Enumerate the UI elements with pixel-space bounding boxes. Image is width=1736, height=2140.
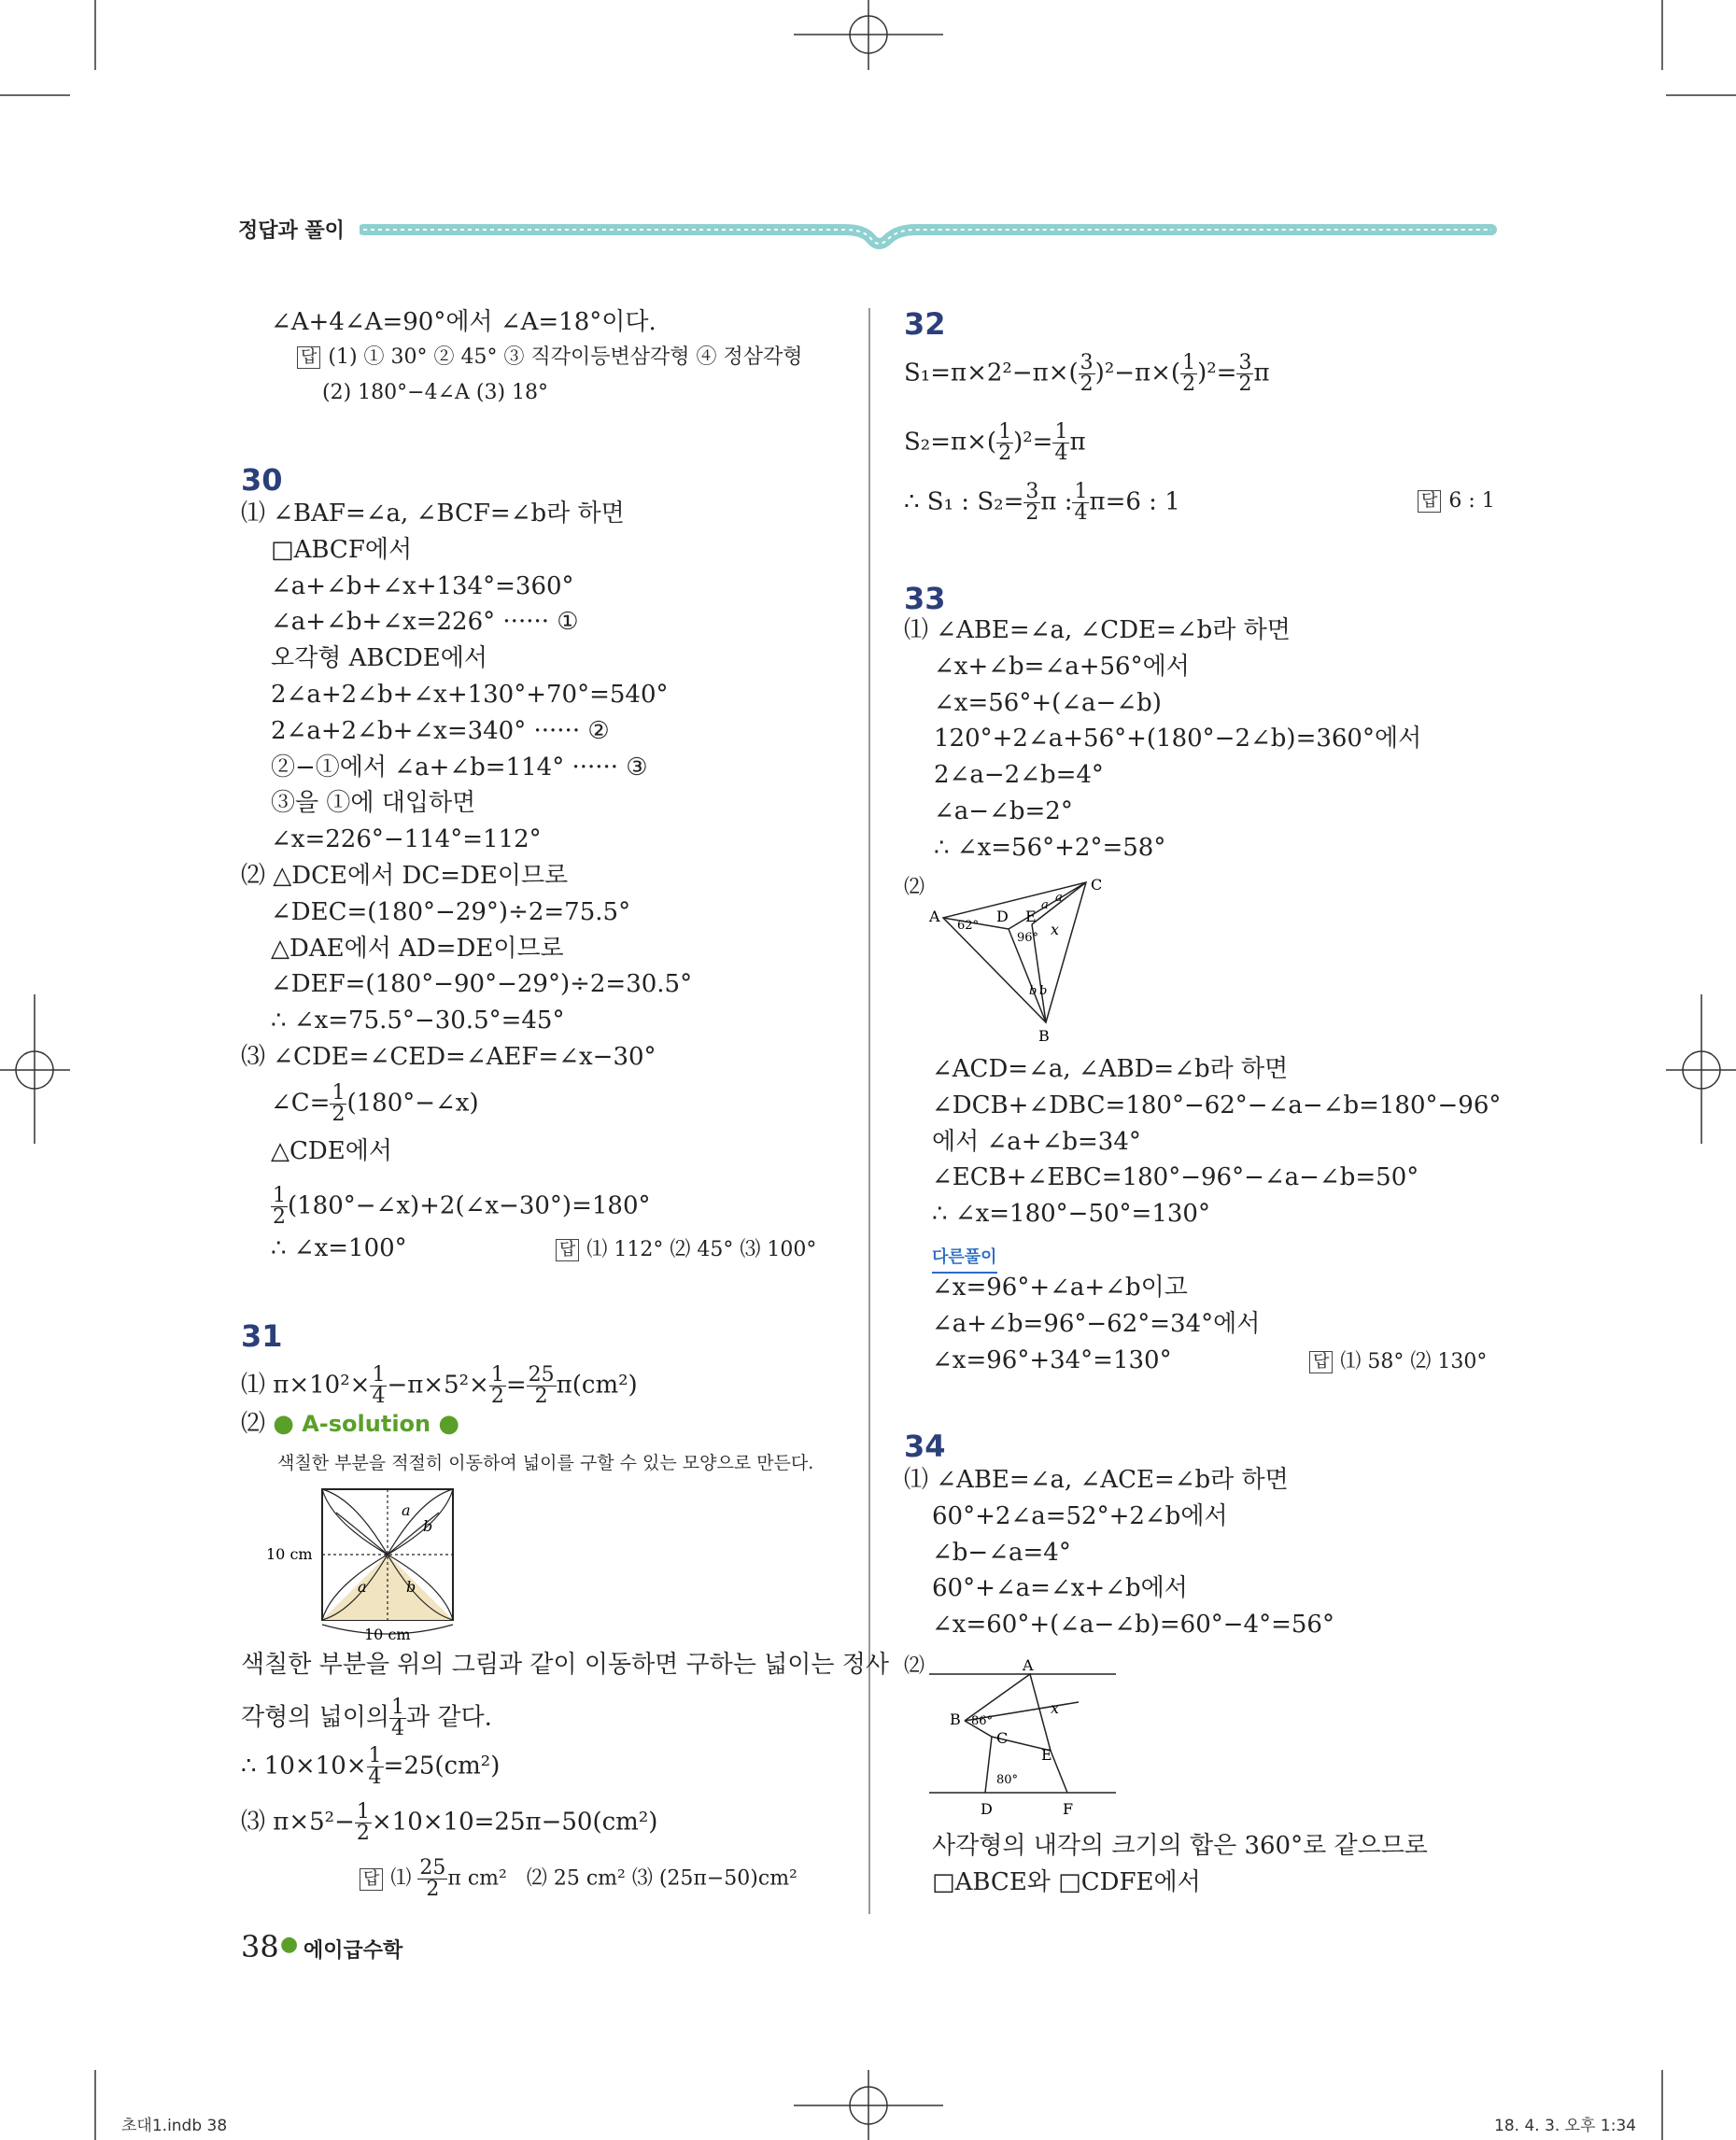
solution-line: □ABCF에서 [271,535,413,564]
intro-answer-2: (2) 180°−4∠A (3) 18° [322,381,549,404]
svg-text:D: D [996,908,1009,925]
p31-figure [266,1480,472,1643]
solution-line: ∠DCB+∠DBC=180°−62°−∠a−∠b=180°−96° [932,1091,1502,1119]
svg-text:a: a [1055,891,1063,905]
solution-line: ⑴ ∠ABE=∠a, ∠ACE=∠b라 하면 [904,1466,1289,1494]
solution-line: ⑵ △DCE에서 DC=DE이므로 [241,862,569,890]
svg-text:A: A [929,908,940,925]
svg-text:86°: 86° [971,1714,994,1728]
solution-line: ∴ ∠x=75.5°−30.5°=45° [271,1007,565,1035]
p32-ratio: ∴ S₁ : S₂= $\frac{3}{2}$ π : $\frac{1}{4}$ π=6 : 1 [904,480,1180,525]
p31-answer: 답 ⑴ $\frac{25}{2}$ π cm² ⑵ 25 cm² ⑶ (25π−50)cm² [360,1858,797,1900]
svg-text:x: x [1051,1699,1060,1717]
problem-number-32: 32 [904,306,946,342]
svg-text:b: b [1029,984,1037,998]
fig-label-bottom: 10 cm [364,1626,411,1643]
svg-text:F: F [1063,1800,1074,1818]
solution-line: ③을 ①에 대입하면 [271,789,476,818]
solution-line: 60°+∠a=∠x+∠b에서 [932,1574,1188,1603]
solution-line: ∠DEC=(180°−29°)÷2=75.5° [271,897,631,926]
p31-text2: 각형의 넓이의 $\frac{1}{4}$ 과 같다. [241,1696,492,1740]
solution-line: 오각형 ABCDE에서 [271,644,487,673]
p33-figure [929,873,1107,1046]
svg-text:b: b [406,1578,416,1596]
solution-line: 2∠a−2∠b=4° [934,761,1104,790]
problem-number-30: 30 [241,462,283,498]
fig-label-left: 10 cm [266,1545,313,1563]
solution-line: ∠x=60°+(∠a−∠b)=60°−4°=56° [932,1611,1334,1640]
solution-line: 60°+2∠a=52°+2∠b에서 [932,1501,1228,1530]
intro-answer-1: 답 (1) ① 30° ② 45° ③ 직각이등변삼각형 ④ 정삼각형 [297,344,803,372]
solution-line: ∠x=96°+34°=130° [932,1346,1172,1374]
header-ribbon [360,213,1499,260]
svg-text:D: D [981,1800,993,1818]
solution-line: 2∠a+2∠b+∠x=340° ······ ② [271,716,610,745]
p33-answer: 답 ⑴ 58° ⑵ 130° [1309,1348,1487,1376]
p32-answer: 답 6 : 1 [1418,487,1495,515]
problem-number-34: 34 [904,1429,946,1464]
p30-final-line: ∴ ∠x=100° [271,1234,407,1262]
svg-text:a: a [358,1578,367,1596]
solution-line: △DAE에서 AD=DE이므로 [271,934,564,963]
solution-line: 2∠a+2∠b+∠x+130°+70°=540° [271,681,669,709]
svg-text:x: x [1051,921,1060,938]
solution-line: 사각형의 내각의 크기의 합은 360°로 같으므로 [932,1832,1428,1860]
solution-line: ②−①에서 ∠a+∠b=114° ······ ③ [271,753,648,781]
solution-line: ⑴ ∠ABE=∠a, ∠CDE=∠b라 하면 [904,616,1291,644]
solution-line: 에서 ∠a+∠b=34° [932,1127,1141,1156]
alt-solution-label: 다른풀이 [932,1244,997,1274]
p33-fig-prefix: ⑵ [904,876,925,899]
solution-line: ∴ ∠x=56°+2°=58° [934,833,1166,862]
p31-line3: ⑶ π×5²− $\frac{1}{2}$ ×10×10=25π−50(cm²) [241,1800,658,1845]
solution-line: ∠a+∠b+∠x+134°=360° [271,571,574,600]
svg-text:62°: 62° [957,919,980,933]
solution-line: ∠x=96°+∠a+∠b이고 [932,1274,1188,1302]
footer-brand: 에이급수학 [303,1939,403,1963]
p30-c-line: ∠C= $\frac{1}{2}$ (180°−∠x) [271,1081,479,1126]
svg-text:C: C [996,1729,1009,1747]
p34-figure [929,1657,1130,1821]
intro-line: ∠A+4∠A=90°에서 ∠A=18°이다. [271,308,656,336]
page-number: 38 [241,1929,279,1964]
solution-line: ∴ ∠x=180°−50°=130° [932,1200,1210,1229]
p30-eq-line: $\frac{1}{2}$ (180°−∠x)+2(∠x−30°)=180° [273,1184,651,1229]
solution-line: ∠a+∠b+∠x=226° ······ ① [271,608,579,637]
p31-line2: ⑵ ● A-solution ● [241,1410,460,1438]
p34-fig-prefix: ⑵ [904,1654,925,1678]
svg-text:a: a [1041,898,1049,912]
svg-text:96°: 96° [1017,931,1039,945]
brand-icon: ● [280,1933,299,1956]
solution-line: ⑴ ∠BAF=∠a, ∠BCF=∠b라 하면 [241,500,625,528]
svg-text:b: b [1039,984,1048,998]
svg-text:80°: 80° [996,1773,1019,1787]
answer-mark: 답 [297,346,320,369]
p32-s2: S₂=π×( $\frac{1}{2}$ )²= $\frac{1}{4}$ π [904,420,1086,465]
solution-line: ∠ACD=∠a, ∠ABD=∠b라 하면 [932,1055,1289,1083]
solution-line: ∠a−∠b=2° [934,797,1073,825]
svg-text:b: b [423,1517,433,1535]
footer-file: 초대1.indb 38 [121,2117,228,2135]
footer-timestamp: 18. 4. 3. 오후 1:34 [1494,2117,1637,2135]
svg-text:E: E [1025,908,1037,925]
solution-line: ∠x=56°+(∠a−∠b) [934,688,1162,717]
section-title: 정답과 풀이 [238,219,345,243]
problem-number-31: 31 [241,1318,283,1354]
svg-text:E: E [1041,1746,1052,1764]
solution-line: ∠x=226°−114°=112° [271,825,542,854]
p31-calc: ∴ 10×10× $\frac{1}{4}$ =25(cm²) [241,1744,501,1789]
solution-line: ∠b−∠a=4° [932,1538,1071,1567]
solution-line: ∠x+∠b=∠a+56°에서 [934,652,1190,681]
p31-note: 색칠한 부분을 적절히 이동하여 넓이를 구할 수 있는 모양으로 만든다. [277,1453,814,1473]
svg-text:C: C [1091,876,1103,894]
solution-line: ∠a+∠b=96°−62°=34°에서 [932,1310,1261,1338]
problem-number-33: 33 [904,581,946,616]
p31-text1: 색칠한 부분을 위의 그림과 같이 이동하면 구하는 넓이는 정사 [241,1651,890,1679]
p30-answer: 답 ⑴ 112° ⑵ 45° ⑶ 100° [556,1236,816,1264]
svg-text:a: a [402,1501,411,1519]
svg-text:B: B [950,1711,961,1728]
p32-s1: S₁=π×2²−π×( $\frac{3}{2}$ )²−π×( $\frac{1}{2}$ )²= $\frac{3}{2}$ π [904,351,1270,396]
svg-text:A: A [1023,1657,1034,1674]
solution-line: ∠ECB+∠EBC=180°−96°−∠a−∠b=50° [932,1163,1419,1192]
solution-line: 120°+2∠a+56°+(180°−2∠b)=360°에서 [934,725,1422,753]
solution-line: ∠DEF=(180°−90°−29°)÷2=30.5° [271,970,693,999]
solution-line: ⑶ ∠CDE=∠CED=∠AEF=∠x−30° [241,1043,656,1071]
p31-line1: ⑴ π×10²× $\frac{1}{4}$ −π×5²× $\frac{1}{2}$ = $\frac{25}{2}$ π(cm²) [241,1363,638,1408]
p30-cde-line: △CDE에서 [271,1137,392,1165]
solution-line: □ABCE와 □CDFE에서 [932,1868,1201,1896]
svg-text:B: B [1038,1027,1050,1045]
